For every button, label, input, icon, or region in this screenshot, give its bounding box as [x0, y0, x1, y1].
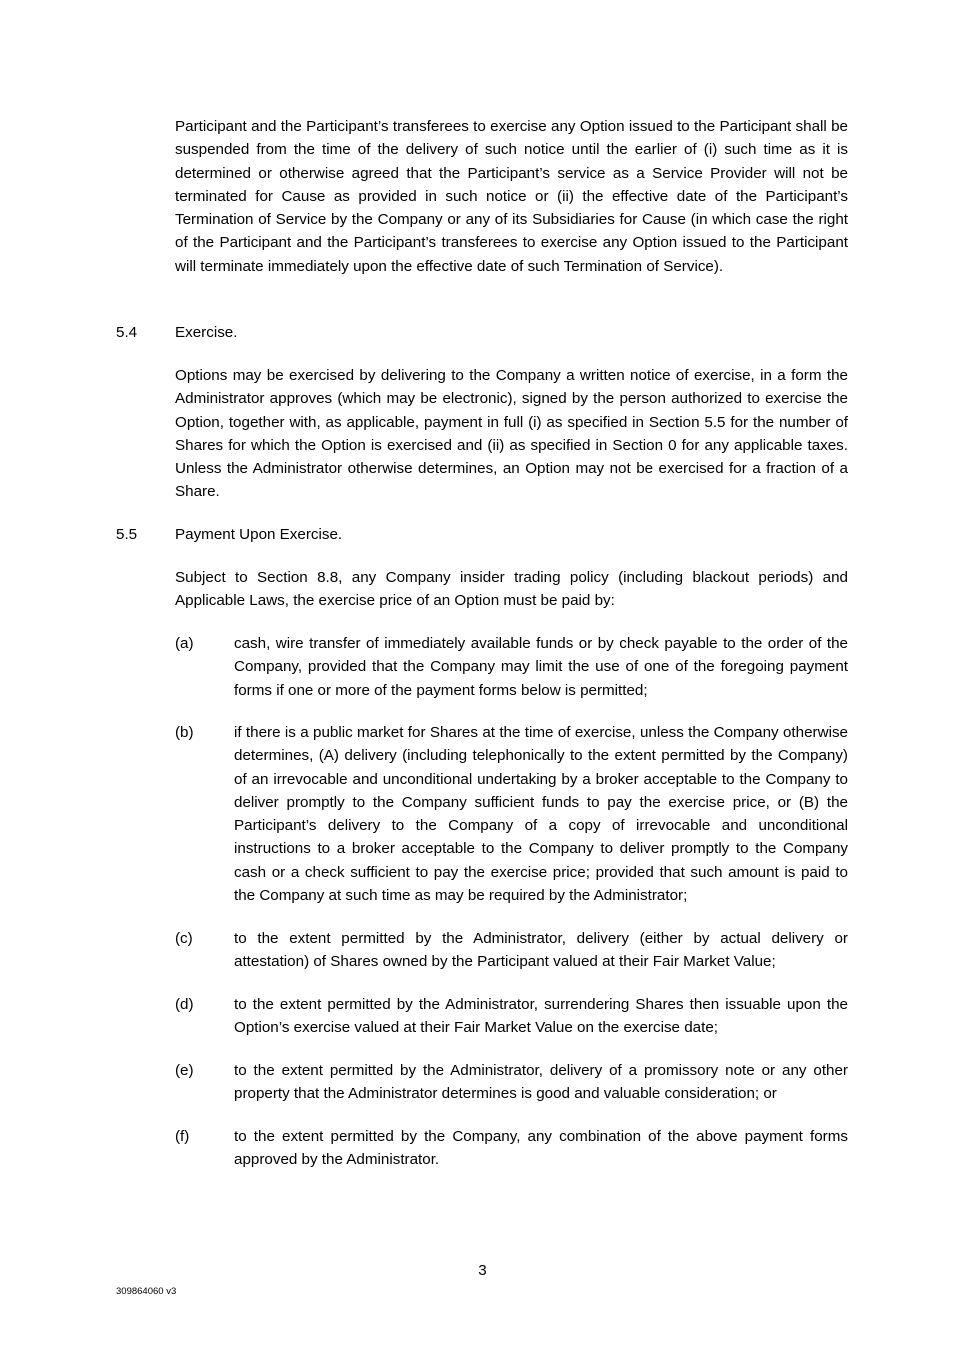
item-text: to the extent permitted by the Administrator, delivery (either by actual delivery or attestation) of Shares owned by the Participant valued at their Fair Market Value;	[234, 930, 848, 971]
section-body-5-5: Subject to Section 8.8, any Company insider trading policy (including blackout periods) and Applicable Laws, the exercise price of an Option must be paid by:	[175, 569, 848, 610]
section-number: 5.4	[116, 324, 138, 341]
item-letter: (c)	[175, 930, 193, 947]
page-number: 3	[478, 1262, 487, 1279]
item-letter: (e)	[175, 1062, 194, 1079]
item-letter: (b)	[175, 724, 194, 741]
item-letter: (d)	[175, 996, 194, 1013]
item-text: if there is a public market for Shares at the time of exercise, unless the Company otherwise determines, (A) delivery (including telephonically to the extent permitted by the Company) of an irrevocable and unconditional undertaking by a broker acceptable to the Company to deliver promptly to the Company sufficient funds to pay the exercise price, or (B) the Participant’s delivery to the Company of a copy of irrevocable and unconditional instructions to a broker acceptable to the Company to deliver promptly to the Company cash or a check sufficient to pay the exercise price; provided that such amount is paid to the Company at such time as may be required by the Administrator;	[234, 724, 848, 905]
section-body-5-4: Options may be exercised by delivering to the Company a written notice of exercise, in a form the Administrator approves (which may be electronic), signed by the person authorized to exercise the Option, together with, as applicable, payment in full (i) as specified in Section 5.5 for the number of Shares for which the Option is exercised and (ii) as specified in Section 0 for any applicable taxes. Unless the Administrator otherwise determines, an Option may not be exercised for a fraction of a Share.	[175, 367, 848, 501]
item-letter: (f)	[175, 1128, 190, 1145]
item-text: to the extent permitted by the Company, any combination of the above payment forms approved by the Administrator.	[234, 1128, 848, 1169]
item-text: to the extent permitted by the Administrator, delivery of a promissory note or any other property that the Administrator determines is good and valuable consideration; or	[234, 1062, 848, 1103]
section-title: Exercise.	[175, 324, 238, 341]
document-id: 309864060 v3	[116, 1286, 177, 1297]
continuation-paragraph: Participant and the Participant’s transferees to exercise any Option issued to the Participant shall be suspended from the time of the delivery of such notice until the earlier of (i) such time as it is determined or otherwise agreed that the Participant’s service as a Service Provider will not be terminated for Cause as provided in such notice or (ii) the effective date of the Participant’s Termination of Service by the Company or any of its Subsidiaries for Cause (in which case the right of the Participant and the Participant’s transferees to exercise any Option issued to the Participant will terminate immediately upon the effective date of such Termination of Service).	[175, 118, 848, 275]
section-number: 5.5	[116, 526, 138, 543]
item-letter: (a)	[175, 635, 194, 652]
section-title: Payment Upon Exercise.	[175, 526, 343, 543]
item-text: to the extent permitted by the Administrator, surrendering Shares then issuable upon the Option’s exercise valued at their Fair Market Value on the exercise date;	[234, 996, 848, 1037]
item-text: cash, wire transfer of immediately available funds or by check payable to the order of the Company, provided that the Company may limit the use of one of the foregoing payment forms if one or more of the payment forms below is permitted;	[234, 635, 848, 699]
